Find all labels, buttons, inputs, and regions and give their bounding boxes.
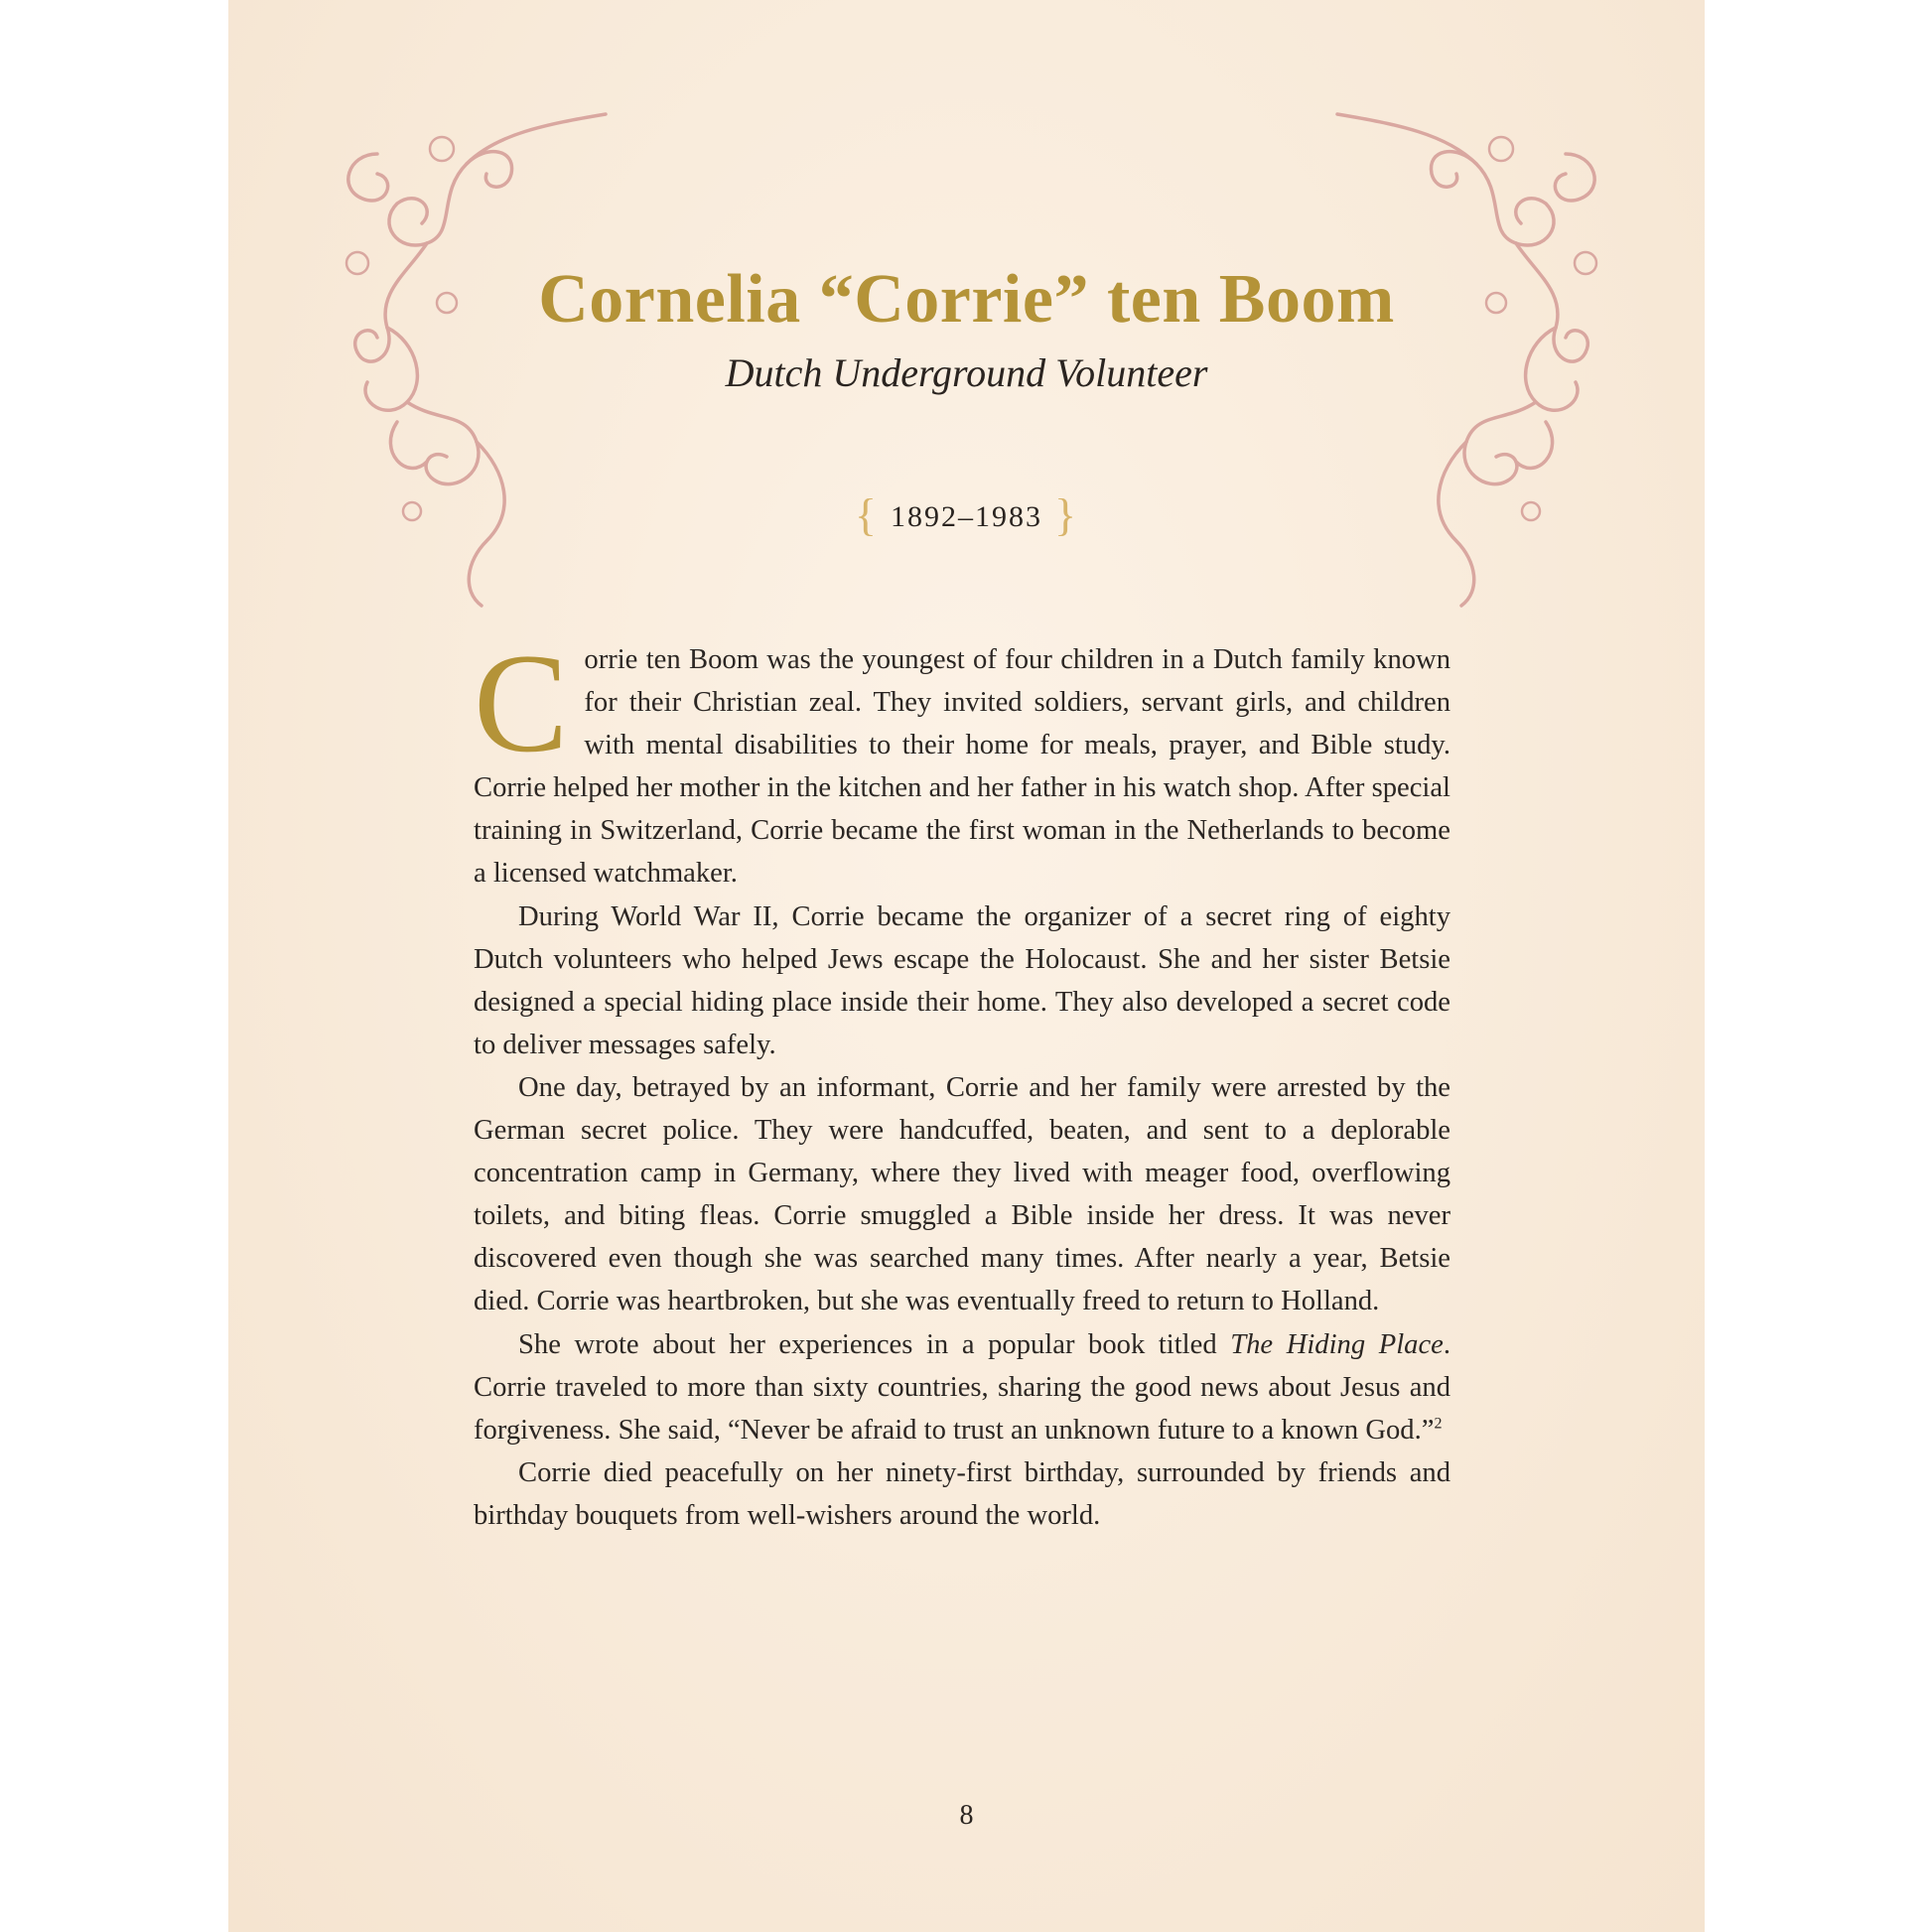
page-subtitle: Dutch Underground Volunteer bbox=[725, 350, 1208, 395]
paragraph-4-text-b: . Corrie traveled to more than sixty countries, sharing the good news about Jesus and forgiveness. She said, “Never be afraid to trust an unknown future to a known God.” bbox=[474, 1328, 1450, 1446]
paragraph-1-text: orrie ten Boom was the youngest of four children in a Dutch family known for their Christian zeal. They invited soldiers, servant girls, and children with mental disabilities to their home for meals, prayer, and Bible study. Corrie helped her mother in the kitchen and her father in his watch shop. After special training in Switzerland, Corrie became the first woman in the Netherlands to become a licensed watchmaker. bbox=[474, 644, 1450, 890]
paragraph-4 bbox=[474, 1323, 1450, 1451]
paragraph-3: One day, betrayed by an informant, Corrie and her family were arrested by the German secret police. They were handcuffed, beaten, and sent to a deplorable concentration camp in Germany, where they lived with meager food, overflowing toilets, and biting fleas. Corrie smuggled a Bible inside her dress. It was never discovered even though she was searched many times. After nearly a year, Betsie died. Corrie was heartbroken, but she was eventually freed to return to Holland. bbox=[474, 1071, 1450, 1317]
book-title: The Hiding Place bbox=[1230, 1328, 1444, 1360]
life-dates bbox=[228, 488, 1705, 541]
article-body bbox=[474, 624, 1450, 1537]
paragraph-4-text-a: She wrote about her experiences in a popular book titled bbox=[518, 1328, 1231, 1360]
paragraph-2: During World War II, Corrie became the organizer of a secret ring of eighty Dutch volunteers who helped Jews escape the Holocaust. She and her sister Betsie designed a special hiding place inside their home. They also developed a secret code to deliver messages safely. bbox=[474, 900, 1450, 1060]
drop-cap: C bbox=[474, 624, 569, 781]
left-brace-icon: { bbox=[854, 489, 879, 540]
dates-text: 1892–1983 bbox=[891, 500, 1042, 533]
paragraph-5: Corrie died peacefully on her ninety-first birthday, surrounded by friends and birthday bouquets from well-wishers around the world. bbox=[474, 1456, 1450, 1531]
right-brace-icon: } bbox=[1054, 489, 1079, 540]
book-page bbox=[228, 0, 1705, 1932]
footnote-marker: 2 bbox=[1434, 1415, 1443, 1433]
page-number: 8 bbox=[959, 1800, 974, 1831]
page-title: Cornelia “Corrie” ten Boom bbox=[538, 261, 1395, 338]
paragraph-1 bbox=[474, 624, 1450, 896]
